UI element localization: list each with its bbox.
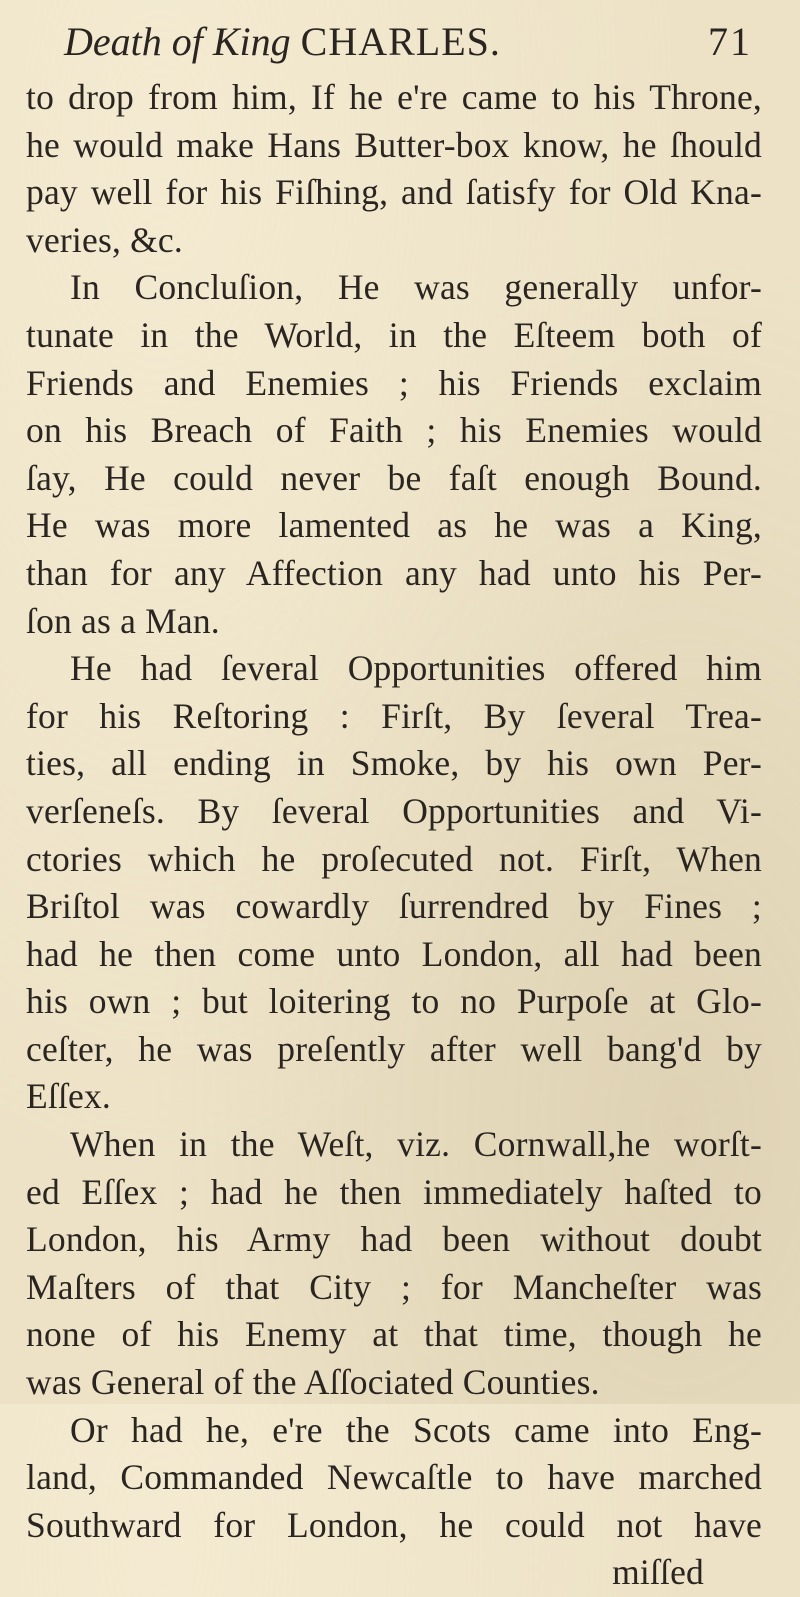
text-line: pay well for his Fiſhing, and ſatisfy for Old Kna- — [26, 172, 762, 213]
text-line: had he then come unto London, all had been — [26, 933, 762, 974]
text-line: Or had he, e're the Scots came into Eng- — [70, 1409, 762, 1450]
text-line: ties, all ending in Smoke, by his own Per- — [26, 743, 762, 784]
text-line: on his Breach of Faith ; his Enemies would — [26, 410, 762, 451]
body-text — [26, 74, 762, 1597]
catchword: miſſed — [612, 1552, 704, 1593]
text-line: ſon as a Man. — [26, 600, 220, 641]
running-title — [64, 10, 501, 74]
text-line: He had ſeveral Opportunities offered him — [70, 648, 762, 689]
text-line: veries, &c. — [26, 219, 183, 260]
text-line: In Concluſion, He was generally unfor- — [70, 267, 762, 308]
text-line: for his Reſtoring : Firſt, By ſeveral Trea- — [26, 695, 762, 736]
text-line: Southward for London, he could not have — [26, 1504, 762, 1545]
running-head — [26, 10, 762, 74]
text-line: ctories which he proſecuted not. Firſt, When — [26, 838, 762, 879]
running-title-caps: CHARLES. — [300, 19, 501, 64]
text-line: verſeneſs. By ſeveral Opportunities and Vi- — [26, 790, 762, 831]
text-line: ed Eſſex ; had he then immediately haſted to — [26, 1171, 762, 1212]
text-line: Friends and Enemies ; his Friends exclaim — [26, 362, 762, 403]
text-line: ceſter, he was preſently after well bang'd by — [26, 1028, 762, 1069]
text-line: He was more lamented as he was a King, — [26, 505, 762, 546]
text-line: tunate in the World, in the Eſteem both of — [26, 314, 762, 355]
text-line: than for any Affection any had unto his Per- — [26, 552, 762, 593]
text-line: his own ; but loitering to no Purpoſe at Glo- — [26, 981, 762, 1022]
text-line: London, his Army had been without doubt — [26, 1219, 762, 1260]
page-number: 71 — [708, 19, 752, 64]
text-line: was General of the Aſſociated Counties. — [26, 1362, 600, 1403]
text-line: land, Commanded Newcaſtle to have marched — [26, 1457, 762, 1498]
text-line: Maſters of that City ; for Mancheſter was — [26, 1266, 762, 1307]
text-line: Briſtol was cowardly ſurrendred by Fines ; — [26, 886, 762, 927]
text-line: ſay, He could never be faſt enough Bound. — [26, 457, 762, 498]
running-title-italic: Death of King — [64, 19, 291, 64]
text-line: Eſſex. — [26, 1076, 111, 1117]
text-line: to drop from him, If he e're came to his Throne, — [26, 77, 762, 117]
text-line: he would make Hans Butter-box know, he ſhould — [26, 124, 762, 165]
text-line: none of his Enemy at that time, though he — [26, 1314, 762, 1355]
text-line: When in the Weſt, viz. Cornwall,he worſt- — [70, 1124, 762, 1165]
